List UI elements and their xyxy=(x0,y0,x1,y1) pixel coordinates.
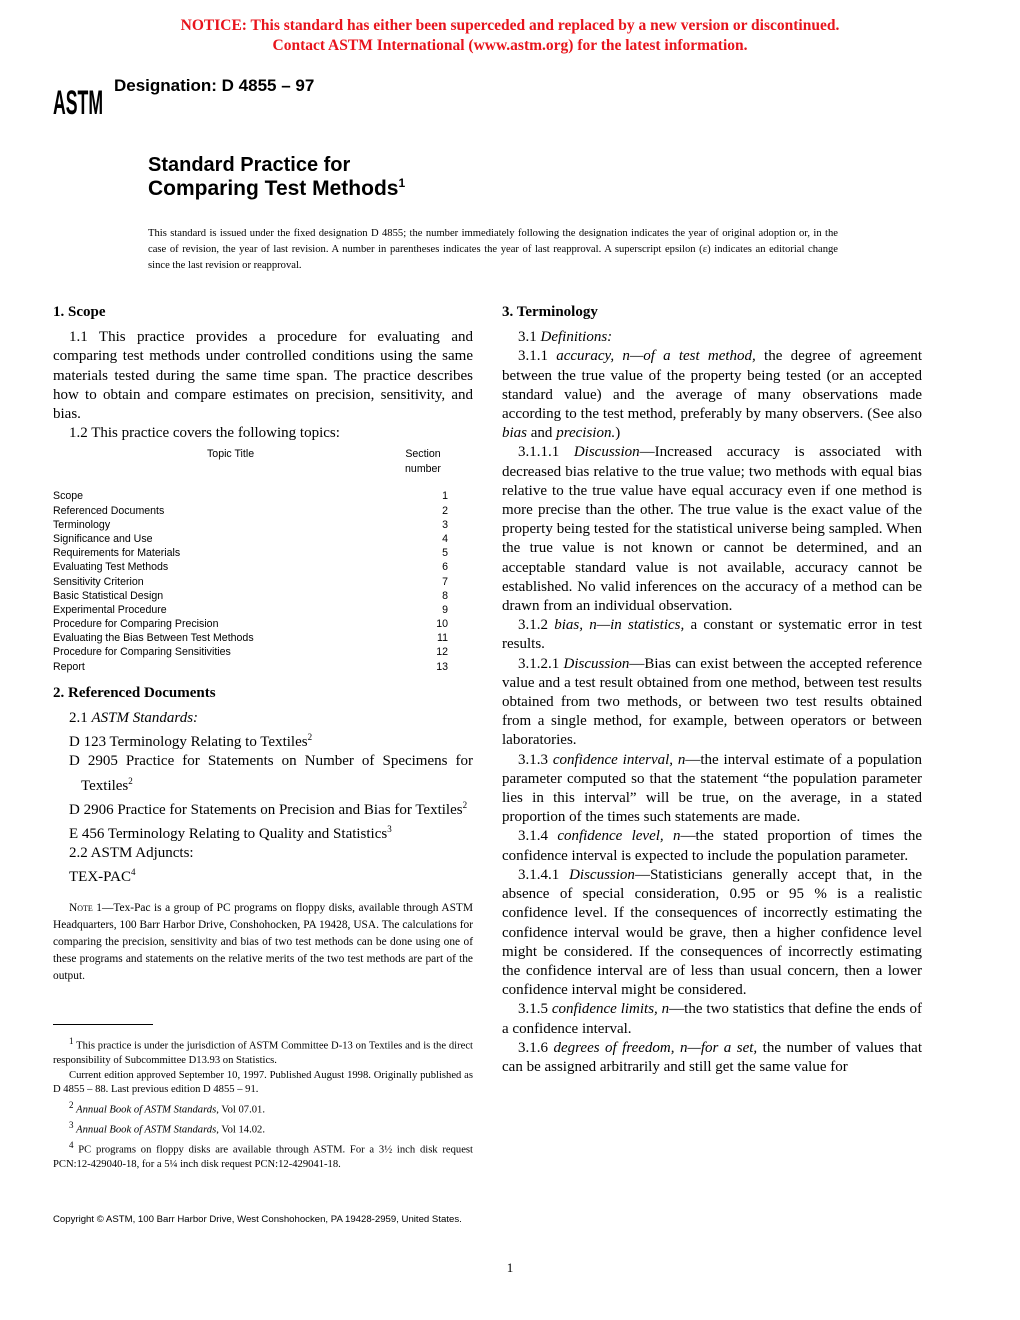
right-column xyxy=(502,303,922,1077)
ref-d2905: D 2905 Practice for Statements on Number of Specimens for Textiles$^2$ xyxy=(69,753,473,794)
page-number: 1 xyxy=(506,1260,514,1275)
footnote-1b: Current edition approved September 10, 1997. Published August 1998. Originally published as D 4855 – 88. Last previous edition D 4855 – 91. xyxy=(53,1069,473,1096)
toc-topic-title: Requirements for Materials xyxy=(53,547,181,560)
left-column xyxy=(53,303,473,985)
toc-topic-title: Evaluating Test Methods xyxy=(53,561,169,574)
footnotes xyxy=(53,1034,473,1173)
toc-section-number: 7 xyxy=(442,575,448,588)
toc-topic-title: Terminology xyxy=(53,518,111,531)
refdocs-2-1: 2.1 ASTM Standards: xyxy=(69,710,199,727)
toc-row xyxy=(53,518,448,532)
term-3-1-5: 3.1.5 confidence limits, n—the two statistics that define the ends of a confidence interval. xyxy=(502,1001,923,1037)
notice-line-2: Contact ASTM International (www.astm.org) for the latest information. xyxy=(272,37,748,54)
toc-row xyxy=(53,603,448,617)
toc-row xyxy=(53,489,448,503)
section-heading-scope: 1. Scope xyxy=(53,304,106,320)
section-heading-terminology: 3. Terminology xyxy=(502,304,598,320)
title-line-1: Standard Practice for xyxy=(148,154,351,176)
toc-row xyxy=(53,504,448,518)
footnote-4: $^4$ PC programs on floppy disks are available through ASTM. For a 3½ inch disk request PCN:12-429040-18, for a 5¼ inch disk request PCN:12-429041-18. xyxy=(53,1140,473,1171)
toc-section-number: 8 xyxy=(442,589,448,602)
toc-section-number: 1 xyxy=(442,490,448,503)
toc-topic-title: Basic Statistical Design xyxy=(53,589,164,602)
logo-text: ASTM xyxy=(52,82,104,118)
toc-row xyxy=(53,560,448,574)
notice-line-1: NOTICE: This standard has either been superceded and replaced by a new version or discontinued. xyxy=(180,17,840,34)
toc-topic-title: Report xyxy=(53,660,85,673)
toc-section-number: 10 xyxy=(436,618,448,631)
term-3-1-2-1: 3.1.2.1 Discussion—Bias can exist between the accepted reference value and a test result obtained from one method, between test results obtained from two methods, or between two test results obtained from a single method, for example, between operators or between laboratories. xyxy=(502,655,923,749)
refdocs-2-2: 2.2 ASTM Adjuncts: xyxy=(69,845,194,862)
footnote-2: $^2$ Annual Book of ASTM Standards, Vol 07.01. xyxy=(69,1099,265,1116)
toc-rows xyxy=(53,489,448,673)
scope-para-1-1: 1.1 This practice provides a procedure for evaluating and comparing test methods under controlled conditions using the same materials tested during the same time span. The practice describes how to obtain and compare estimates on precision, sensitivity, and bias. xyxy=(53,329,473,423)
toc-row xyxy=(53,617,448,631)
toc-header-title: Topic Title xyxy=(207,448,255,461)
term-3-1-1: 3.1.1 accuracy, n—of a test method, the degree of agreement between the true value of the property being tested (or an accepted standard value) and the average of many observations made according to the test method, preferably by many observers. (See also bias and precision.) xyxy=(502,348,922,442)
toc-header-section: Section number xyxy=(405,448,441,475)
toc-section-number: 11 xyxy=(437,632,448,645)
toc-section-number: 6 xyxy=(442,561,448,574)
term-3-1-6: 3.1.6 degrees of freedom, n—for a set, the number of values that can be assigned arbitrarily and still get the same value for xyxy=(502,1039,922,1075)
note-1: Note 1—Tex-Pac is a group of PC programs on floppy disks, available through ASTM Headquarters, 100 Barr Harbor Drive, Conshohocken, PA 19428, USA. The calculations for comparing the precision, sensitivity and bias of two test methods can be done using one of these programs and statements on the relative merits of the two test methods are part of the output. xyxy=(53,901,473,982)
astm-logo xyxy=(52,74,104,118)
toc-section-number: 3 xyxy=(442,518,448,531)
toc-section-number: 2 xyxy=(442,504,448,517)
toc-row xyxy=(53,645,448,659)
term-3-1-3: 3.1.3 confidence interval, n—the interval estimate of a population parameter computed so that the statement “the population parameter lies in this interval” will be true, on the average, in a stated proportion of the times such statements are made. xyxy=(502,751,923,826)
toc-topic-title: Procedure for Comparing Sensitivities xyxy=(53,646,231,659)
toc-section-number: 4 xyxy=(442,532,448,545)
ref-e456: E 456 Terminology Relating to Quality and Statistics$^3$ xyxy=(69,824,392,843)
issued-statement: This standard is issued under the fixed designation D 4855; the number immediately following the designation indicates the year of original adoption or, in the case of revision, the year of last revision. A number in parentheses indicates the year of last reapproval. A superscript epsilon (ε) indicates an editorial change since the last revision or reapproval. xyxy=(148,228,838,271)
ref-d2906: D 2906 Practice for Statements on Precision and Bias for Textiles$^2$ xyxy=(69,799,468,818)
toc-topic-title: Significance and Use xyxy=(53,532,153,545)
toc-section-number: 13 xyxy=(436,660,448,673)
toc-topic-title: Referenced Documents xyxy=(53,504,165,517)
toc-topic-title: Scope xyxy=(53,490,84,503)
topics-table xyxy=(53,447,448,673)
title-footnote-mark: 1 xyxy=(398,176,406,190)
toc-row xyxy=(53,631,448,645)
section-heading-refdocs: 2. Referenced Documents xyxy=(53,684,216,701)
footnote-divider xyxy=(53,1024,153,1025)
term-3-1-4: 3.1.4 confidence level, n—the stated proportion of times the confidence interval is expected to include the population parameter. xyxy=(502,828,922,864)
toc-row xyxy=(53,546,448,560)
title-line-2: Comparing Test Methods$^1$ xyxy=(148,176,406,200)
term-3-1-1-1: 3.1.1.1 Discussion—Increased accuracy is associated with decreased bias relative to the true value; two methods with equal bias relative to the true value have equal accuracy even if one method is more precise than the other. The true value is the exact value of the property being tested for the statistical universe being sampled. When the true value is not known or cannot be determined, and an acceptable standard value is not available, accuracy cannot be established. No valid inferences on the accuracy of a method can be drawn from an individual observation. xyxy=(502,444,923,615)
toc-row xyxy=(53,660,448,674)
term-3-1: 3.1 Definitions: xyxy=(518,329,613,346)
ref-d123: D 123 Terminology Relating to Textiles$^2$ xyxy=(69,732,313,751)
footnote-1: $^1$ This practice is under the jurisdiction of ASTM Committee D-13 on Textiles and is the direct responsibility of Subcommittee D13.93 on Statistics. xyxy=(53,1036,473,1067)
toc-section-number: 12 xyxy=(436,646,448,659)
copyright: Copyright © ASTM, 100 Barr Harbor Drive, West Conshohocken, PA 19428-2959, United States. xyxy=(53,1214,462,1225)
toc-row xyxy=(53,532,448,546)
ref-texpac: TEX-PAC$^4$ xyxy=(69,867,136,886)
toc-section-number: 9 xyxy=(442,603,448,616)
toc-section-number: 5 xyxy=(442,547,448,560)
designation: Designation: D 4855 – 97 xyxy=(114,76,315,95)
toc-topic-title: Evaluating the Bias Between Test Methods xyxy=(53,632,254,645)
term-3-1-4-1: 3.1.4.1 Discussion—Statisticians generally accept that, in the absence of special consideration, 0.95 or 95 % is a realistic confidence level. If the consequences of incorrectly estimating the confidence interval would be grave, then a higher confidence level might be considered. If the consequences of incorrectly estimating the confidence interval are of less than usual concern, then a lower confidence interval might be considered. xyxy=(502,866,922,999)
toc-topic-title: Sensitivity Criterion xyxy=(53,575,144,588)
scope-para-1-2: 1.2 This practice covers the following topics: xyxy=(69,425,340,442)
toc-row xyxy=(53,589,448,603)
term-3-1-2: 3.1.2 bias, n—in statistics, a constant or systematic error in test results. xyxy=(502,617,923,653)
footnote-3: $^3$ Annual Book of ASTM Standards, Vol 14.02. xyxy=(69,1120,265,1136)
toc-topic-title: Experimental Procedure xyxy=(53,603,167,616)
toc-row xyxy=(53,575,448,589)
toc-topic-title: Procedure for Comparing Precision xyxy=(53,618,219,631)
